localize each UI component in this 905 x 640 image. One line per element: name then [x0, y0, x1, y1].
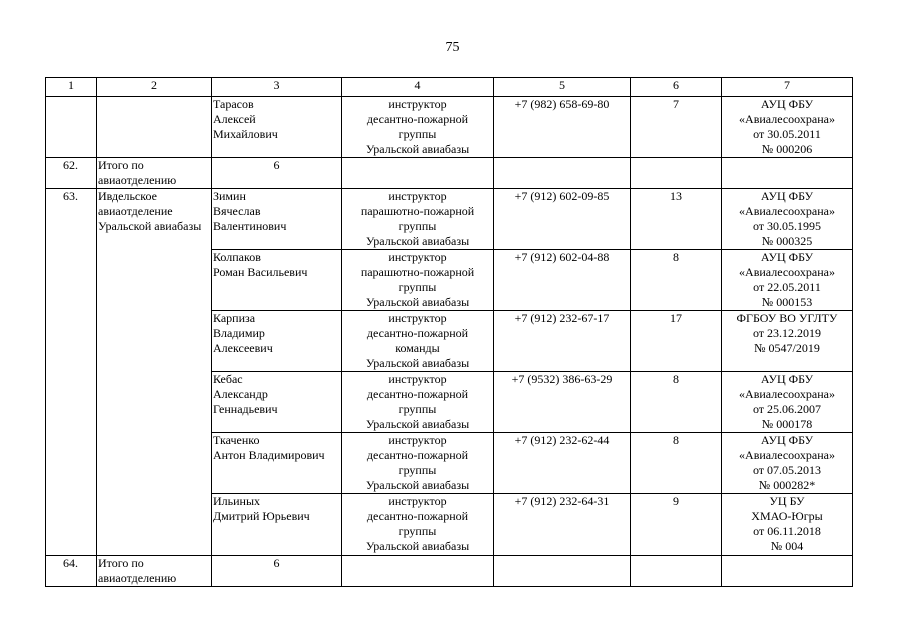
empty-cell — [631, 158, 722, 189]
header-cell: 7 — [722, 78, 853, 97]
phone-cell: +7 (912) 602-09-85 — [494, 189, 631, 250]
subtotal-row — [46, 158, 853, 189]
phone-cell: +7 (912) 232-64-31 — [494, 494, 631, 556]
table-row — [46, 189, 853, 250]
position-cell: инструктор десантно-пожарной группы Уральской авиабазы — [342, 433, 494, 494]
position-cell: инструктор десантно-пожарной команды Уральской авиабазы — [342, 311, 494, 372]
row-number-cell: 64. — [46, 556, 97, 587]
unit-cell: Ивдельское авиаотделение Уральской авиабазы — [97, 189, 212, 556]
phone-cell: +7 (982) 658-69-80 — [494, 97, 631, 158]
certificate-cell: ФГБОУ ВО УГЛТУ от 23.12.2019 № 0547/2019 — [722, 311, 853, 372]
phone-cell: +7 (912) 602-04-88 — [494, 250, 631, 311]
experience-cell: 8 — [631, 372, 722, 433]
total-count-cell: 6 — [212, 556, 342, 587]
header-cell: 5 — [494, 78, 631, 97]
empty-cell — [342, 158, 494, 189]
header-cell: 3 — [212, 78, 342, 97]
total-count-cell: 6 — [212, 158, 342, 189]
phone-cell: +7 (9532) 386-63-29 — [494, 372, 631, 433]
experience-cell: 17 — [631, 311, 722, 372]
certificate-cell: АУЦ ФБУ «Авиалесоохрана» от 25.06.2007 № 000178 — [722, 372, 853, 433]
position-cell: инструктор парашютно-пожарной группы Уральской авиабазы — [342, 189, 494, 250]
page-number: 75 — [445, 40, 460, 55]
certificate-cell: АУЦ ФБУ «Авиалесоохрана» от 07.05.2013 № 000282* — [722, 433, 853, 494]
phone-cell: +7 (912) 232-67-17 — [494, 311, 631, 372]
subtotal-row — [46, 556, 853, 587]
unit-cell: Итого по авиаотделению — [97, 158, 212, 189]
unit-cell: Итого по авиаотделению — [97, 556, 212, 587]
header-row — [46, 78, 853, 97]
empty-cell — [722, 158, 853, 189]
empty-cell — [722, 556, 853, 587]
experience-cell: 8 — [631, 250, 722, 311]
certificate-cell: УЦ БУ ХМАО-Югры от 06.11.2018 № 004 — [722, 494, 853, 556]
name-cell: Зимин Вячеслав Валентинович — [212, 189, 342, 250]
position-cell: инструктор десантно-пожарной группы Уральской авиабазы — [342, 372, 494, 433]
experience-cell: 9 — [631, 494, 722, 556]
experience-cell: 7 — [631, 97, 722, 158]
header-cell: 4 — [342, 78, 494, 97]
header-cell: 6 — [631, 78, 722, 97]
name-cell: Ильиных Дмитрий Юрьевич — [212, 494, 342, 556]
personnel-table — [45, 77, 853, 587]
certificate-cell: АУЦ ФБУ «Авиалесоохрана» от 30.05.1995 № 000325 — [722, 189, 853, 250]
unit-cell — [97, 97, 212, 158]
name-cell: Кебас Александр Геннадьевич — [212, 372, 342, 433]
empty-cell — [342, 556, 494, 587]
empty-cell — [494, 158, 631, 189]
experience-cell: 8 — [631, 433, 722, 494]
position-cell: инструктор десантно-пожарной группы Уральской авиабазы — [342, 97, 494, 158]
name-cell: Тарасов Алексей Михайлович — [212, 97, 342, 158]
header-cell: 2 — [97, 78, 212, 97]
row-number-cell: 62. — [46, 158, 97, 189]
position-cell: инструктор парашютно-пожарной группы Уральской авиабазы — [342, 250, 494, 311]
phone-cell: +7 (912) 232-62-44 — [494, 433, 631, 494]
row-number-cell: 63. — [46, 189, 97, 556]
empty-cell — [631, 556, 722, 587]
row-number-cell — [46, 97, 97, 158]
experience-cell: 13 — [631, 189, 722, 250]
position-cell: инструктор десантно-пожарной группы Уральской авиабазы — [342, 494, 494, 556]
empty-cell — [494, 556, 631, 587]
name-cell: Ткаченко Антон Владимирович — [212, 433, 342, 494]
table-row — [46, 97, 853, 158]
name-cell: Колпаков Роман Васильевич — [212, 250, 342, 311]
header-cell: 1 — [46, 78, 97, 97]
name-cell: Карпиза Владимир Алексеевич — [212, 311, 342, 372]
certificate-cell: АУЦ ФБУ «Авиалесоохрана» от 30.05.2011 № 000206 — [722, 97, 853, 158]
certificate-cell: АУЦ ФБУ «Авиалесоохрана» от 22.05.2011 № 000153 — [722, 250, 853, 311]
